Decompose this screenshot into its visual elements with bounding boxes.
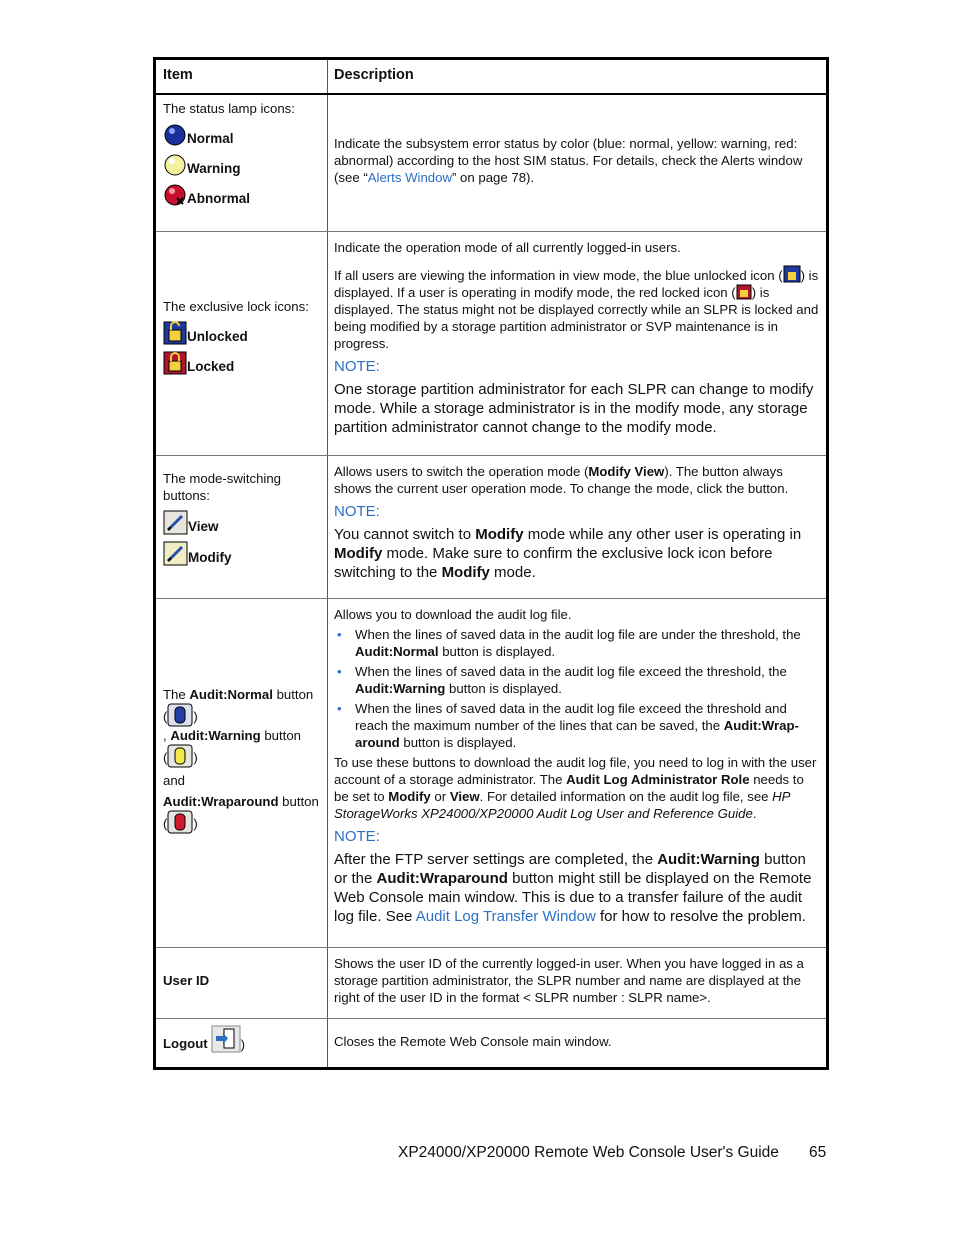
audit-left-comma: , bbox=[163, 728, 171, 743]
unlocked-icon bbox=[163, 321, 187, 345]
page-number: 65 bbox=[809, 1144, 827, 1161]
status-lamp-item bbox=[163, 100, 323, 207]
alerts-window-link[interactable]: Alerts Window bbox=[367, 170, 452, 185]
item-column-header: Item bbox=[163, 67, 193, 83]
warning-label: Warning bbox=[187, 161, 241, 176]
mode-note-b3: Modify bbox=[441, 564, 490, 581]
mode-note-b2: Modify bbox=[334, 545, 383, 562]
para-d: Modify bbox=[388, 789, 431, 804]
para-e: or bbox=[430, 789, 450, 804]
bullet3-a: When the lines of saved data in the audit log file exceed the threshold and reach the maximum number of the lines that can be saved, the bbox=[355, 701, 787, 733]
user-id-description: Shows the user ID of the currently logged-in user. When you have logged in as a storage partition administrator, the SLPR number and name are displayed at the right of the user ID in the format < SLPR number : SLPR name>. bbox=[334, 956, 804, 1005]
column-divider bbox=[327, 60, 328, 1067]
audit-left-button3: button bbox=[278, 794, 319, 809]
logout-item bbox=[163, 1025, 323, 1053]
item-description-table bbox=[153, 57, 829, 1070]
logout-description: Closes the Remote Web Console main window. bbox=[334, 1034, 612, 1049]
audit-bullet-2 bbox=[334, 663, 822, 697]
bullet3-b: Audit:Wrap-around bbox=[355, 718, 799, 750]
bullet-dot: • bbox=[337, 664, 342, 679]
mode-note-d: mode. Make sure to confirm the exclusive lock icon before switching to the bbox=[334, 545, 773, 581]
audit-bullet-3 bbox=[334, 700, 822, 751]
mode-switch-item bbox=[163, 470, 323, 566]
audit-left-line3 bbox=[163, 793, 323, 810]
lock-desc-c: ) is displayed. The status might not be displayed correctly while an SLPR is locked and being modified by a storage partition administrator or SVP maintenance is in progress. bbox=[334, 285, 819, 351]
footer-title: XP24000/XP20000 Remote Web Console User's Guide bbox=[398, 1144, 779, 1161]
audit-note-b: Audit:Warning bbox=[657, 851, 760, 868]
audit-normal-name: Audit:Normal bbox=[189, 687, 273, 702]
logout-label: Logout bbox=[163, 1036, 208, 1051]
audit-normal-icon bbox=[167, 703, 193, 727]
status-lamp-description bbox=[334, 135, 822, 186]
audit-normal-icon-line bbox=[163, 703, 323, 727]
modify-label: Modify bbox=[188, 550, 232, 565]
bullet2-c: button is displayed. bbox=[445, 681, 562, 696]
lock-desc-line1: Indicate the operation mode of all currently logged-in users. bbox=[334, 240, 681, 255]
abnormal-label-row bbox=[163, 183, 323, 207]
audit-left-button1: button bbox=[272, 687, 314, 702]
row-separator bbox=[156, 1018, 826, 1019]
audit-warning-icon-line bbox=[163, 744, 323, 768]
status-desc-text-end: ” on page 78). bbox=[452, 170, 535, 185]
paren-close: ) bbox=[193, 750, 198, 765]
locked-label: Locked bbox=[187, 359, 235, 374]
para-g: . For detailed information on the audit log file, see bbox=[479, 789, 773, 804]
unlocked-label: Unlocked bbox=[187, 329, 248, 344]
lock-desc-para bbox=[334, 265, 822, 352]
audit-left-the: The bbox=[163, 687, 190, 702]
bullet-dot: • bbox=[337, 627, 342, 642]
locked-inline-icon bbox=[736, 284, 752, 300]
para-a: To use these buttons to download the audit log file, you need to log in with the user account of a storage administrator. The bbox=[334, 755, 817, 787]
warning-label-row bbox=[163, 153, 323, 177]
logout-icon bbox=[211, 1025, 241, 1053]
row-separator bbox=[156, 598, 826, 599]
audit-bullet-1 bbox=[334, 626, 822, 660]
audit-warning-name: Audit:Warning bbox=[170, 728, 261, 743]
mode-desc bbox=[334, 463, 822, 497]
paren-open: ( bbox=[163, 816, 168, 831]
description-column-header: Description bbox=[334, 67, 414, 83]
note-label: NOTE: bbox=[334, 503, 380, 520]
bullet3-c: button is displayed. bbox=[399, 735, 517, 750]
audit-para bbox=[334, 754, 822, 822]
mode-desc-b: ). The button always shows the current user operation mode. To change the mode, click the button. bbox=[334, 464, 789, 496]
modify-mode-icon bbox=[163, 541, 188, 566]
paren-close: ) bbox=[193, 709, 198, 724]
abnormal-label: Abnormal bbox=[187, 191, 251, 206]
lock-desc-b: ) is displayed. If a user is operating in modify mode, the red locked icon ( bbox=[334, 268, 819, 300]
audit-description bbox=[334, 606, 822, 926]
logout-paren: ) bbox=[240, 1037, 246, 1052]
yellow-lamp-icon bbox=[163, 153, 187, 177]
bullet1-b: Audit:Normal bbox=[355, 644, 439, 659]
mode-note-c: mode while any other user is operating in bbox=[523, 526, 802, 543]
bullet2-a: When the lines of saved data in the audit log file exceed the threshold, the bbox=[355, 664, 787, 679]
para-b: Audit Log Administrator Role bbox=[566, 772, 750, 787]
audit-note-f: for how to resolve the problem. bbox=[595, 908, 806, 925]
lock-note-text: One storage partition administrator for each SLPR can change to modify mode. While a storage administrator is in the modify mode, any storage partition administrator cannot change to the modify mode. bbox=[334, 381, 814, 436]
exclusive-lock-item bbox=[163, 298, 323, 375]
audit-buttons-item bbox=[163, 686, 323, 834]
unlocked-label-row bbox=[163, 321, 323, 345]
bullet1-c: button is displayed. bbox=[438, 644, 556, 659]
user-id-item: User ID bbox=[163, 973, 210, 988]
mode-note-text bbox=[334, 525, 822, 582]
view-label: View bbox=[188, 519, 219, 534]
red-lamp-icon bbox=[163, 183, 187, 207]
audit-note-d: Audit:Wraparound bbox=[376, 870, 508, 887]
para-c: needs to be set to bbox=[334, 772, 804, 804]
bullet1-a: When the lines of saved data in the audit log file are under the threshold, the bbox=[355, 627, 801, 642]
bullet-dot: • bbox=[337, 701, 342, 716]
mode-desc-bold: Modify View bbox=[588, 464, 665, 479]
normal-label: Normal bbox=[187, 131, 234, 146]
para-h: . bbox=[752, 806, 757, 821]
lock-desc-a: If all users are viewing the information in view mode, the blue unlocked icon ( bbox=[334, 268, 783, 283]
blue-lamp-icon bbox=[163, 123, 187, 147]
mode-switch-intro: The mode-switching buttons: bbox=[163, 471, 282, 503]
mode-switch-description bbox=[334, 463, 822, 582]
exclusive-lock-intro: The exclusive lock icons: bbox=[163, 299, 309, 314]
note-label: NOTE: bbox=[334, 358, 380, 375]
locked-label-row bbox=[163, 351, 323, 375]
audit-left-and: and bbox=[163, 773, 186, 788]
para-f: View bbox=[449, 789, 480, 804]
exclusive-lock-description bbox=[334, 239, 822, 437]
row-separator bbox=[156, 455, 826, 456]
status-lamp-intro: The status lamp icons: bbox=[163, 101, 295, 116]
audit-log-guide-title: HP StorageWorks XP24000/XP20000 Audit Log User and Reference Guide bbox=[334, 789, 790, 821]
view-mode-icon bbox=[163, 510, 188, 535]
mode-desc-a: Allows users to switch the operation mode ( bbox=[334, 464, 589, 479]
audit-note-a: After the FTP server settings are completed, the bbox=[334, 851, 658, 868]
logout-row bbox=[163, 1025, 323, 1053]
view-label-row bbox=[163, 510, 323, 535]
status-desc-text: Indicate the subsystem error status by color (blue: normal, yellow: warning, red: abnormal) according to the host SIM status. For details, check the Alerts window (see “ bbox=[334, 136, 803, 185]
audit-wraparound-icon bbox=[167, 810, 193, 834]
header-separator bbox=[156, 93, 826, 95]
audit-wraparound-icon-line bbox=[163, 810, 323, 834]
paren-close: ) bbox=[193, 816, 198, 831]
audit-left-line1 bbox=[163, 686, 323, 703]
paren-open: ( bbox=[163, 709, 168, 724]
audit-note-e: button might still be displayed on the Remote Web Console main window. This is due to a transfer failure of the audit log file. See bbox=[334, 870, 812, 925]
audit-wraparound-name: Audit:Wraparound bbox=[163, 794, 279, 809]
row-separator bbox=[156, 947, 826, 948]
audit-warning-icon bbox=[167, 744, 193, 768]
audit-note-c: button or the bbox=[334, 851, 806, 887]
audit-left-line2 bbox=[163, 727, 323, 744]
normal-label-row bbox=[163, 123, 323, 147]
paren-open: ( bbox=[163, 750, 168, 765]
mode-note-a: You cannot switch to bbox=[334, 526, 476, 543]
audit-left-button2: button bbox=[260, 728, 302, 743]
unlocked-inline-icon bbox=[783, 265, 801, 283]
locked-icon bbox=[163, 351, 187, 375]
audit-intro: Allows you to download the audit log file. bbox=[334, 607, 572, 622]
mode-note-b1: Modify bbox=[475, 526, 524, 543]
audit-note-text bbox=[334, 850, 822, 926]
note-label: NOTE: bbox=[334, 828, 380, 845]
audit-log-transfer-window-link[interactable]: Audit Log Transfer Window bbox=[415, 908, 596, 925]
mode-note-e: mode. bbox=[489, 564, 536, 581]
row-separator bbox=[156, 231, 826, 232]
modify-label-row bbox=[163, 541, 323, 566]
bullet2-b: Audit:Warning bbox=[355, 681, 446, 696]
